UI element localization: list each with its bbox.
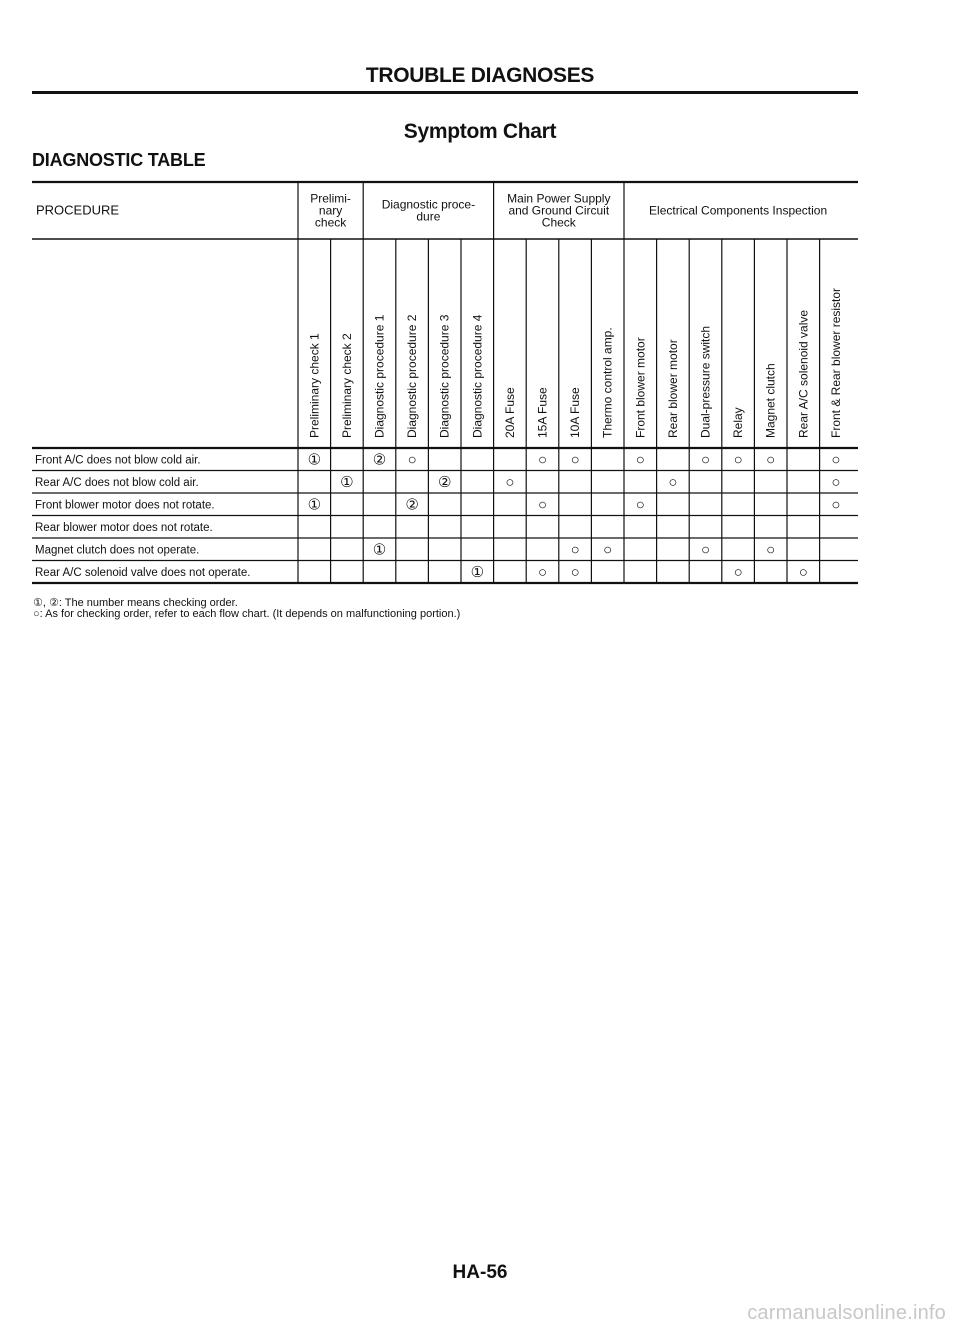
check-mark: ○	[635, 451, 645, 469]
check-mark: ①	[372, 541, 387, 559]
column-label: Relay	[731, 407, 746, 438]
column-label: Preliminary check 2	[339, 333, 354, 438]
page-number: HA-56	[452, 1262, 508, 1283]
check-mark: ○	[570, 451, 580, 469]
group-header-label: check	[314, 215, 347, 230]
notes	[33, 598, 460, 620]
column-label: Preliminary check 1	[307, 333, 322, 438]
check-mark: ○	[700, 451, 711, 469]
check-mark: ○	[537, 496, 548, 514]
group-header-label: Main Power Supply	[507, 191, 611, 206]
watermark: carmanualsonline.info	[747, 1302, 946, 1324]
header-rule	[32, 91, 858, 94]
column-label: 20A Fuse	[502, 387, 517, 438]
check-mark: ○	[570, 563, 580, 581]
check-mark: ○	[700, 541, 711, 559]
check-mark: ②	[437, 473, 452, 491]
check-mark: ○	[733, 563, 743, 581]
group-header-label: Check	[541, 215, 576, 230]
check-mark: ①	[307, 496, 322, 514]
symptom-label: Rear A/C solenoid valve does not operate.	[35, 566, 251, 579]
column-label: 10A Fuse	[568, 387, 583, 438]
column-label: Diagnostic procedure 3	[437, 314, 452, 438]
group-header-label: Diagnostic proce-	[381, 197, 476, 212]
note-numbered-order: ①, ②: The number means checking order.	[33, 597, 238, 609]
column-label: Diagnostic procedure 1	[372, 314, 387, 438]
symptom-label: Front A/C does not blow cold air.	[35, 454, 201, 467]
column-label: 15A Fuse	[535, 387, 550, 438]
procedure-header: PROCEDURE	[36, 202, 120, 218]
column-label: Magnet clutch	[763, 363, 778, 438]
symptom-label: Rear blower motor does not rotate.	[35, 521, 213, 534]
check-mark: ○	[733, 451, 743, 469]
symptom-label: Magnet clutch does not operate.	[35, 544, 200, 557]
check-mark: ②	[405, 496, 419, 514]
column-label: Front & Rear blower resistor	[828, 287, 843, 438]
group-header-label: nary	[318, 203, 343, 218]
section-title: DIAGNOSTIC TABLE	[32, 150, 206, 170]
check-mark: ①	[307, 451, 322, 469]
column-label: Dual-pressure switch	[698, 325, 713, 438]
column-label: Diagnostic procedure 4	[470, 314, 485, 438]
check-mark: ○	[407, 451, 417, 469]
check-mark: ○	[766, 541, 776, 559]
check-mark: ○	[831, 473, 841, 491]
check-mark: ①	[470, 563, 485, 581]
column-label: Rear blower motor	[665, 339, 680, 438]
check-mark: ○	[668, 473, 678, 491]
check-mark: ○	[505, 473, 515, 491]
symptom-label: Rear A/C does not blow cold air.	[35, 476, 199, 489]
symptom-label: Front blower motor does not rotate.	[35, 499, 215, 512]
check-mark: ②	[372, 451, 387, 469]
group-header-label: dure	[416, 209, 441, 224]
check-mark: ○	[570, 541, 580, 559]
check-mark: ○	[635, 496, 645, 514]
group-header-label: and Ground Circuit	[508, 203, 610, 218]
check-mark: ○	[766, 451, 776, 469]
column-label: Front blower motor	[633, 337, 648, 438]
column-label: Rear A/C solenoid valve	[796, 309, 811, 438]
check-mark: ○	[831, 496, 841, 514]
note-flow-chart: ○: As for checking order, refer to each flow chart. (It depends on malfunctioning portion.)	[33, 608, 461, 620]
column-label: Thermo control amp.	[600, 327, 615, 438]
check-mark: ○	[603, 541, 613, 559]
check-mark: ①	[340, 473, 354, 491]
check-mark: ○	[537, 451, 548, 469]
column-label: Diagnostic procedure 2	[405, 314, 420, 438]
check-mark: ○	[831, 451, 841, 469]
document-title: Symptom Chart	[403, 120, 557, 143]
page-header: TROUBLE DIAGNOSES	[365, 64, 595, 87]
group-header-label: Prelimi-	[310, 191, 351, 206]
check-mark: ○	[798, 563, 808, 581]
group-header-label: Electrical Components Inspection	[649, 203, 828, 218]
check-mark: ○	[537, 563, 548, 581]
